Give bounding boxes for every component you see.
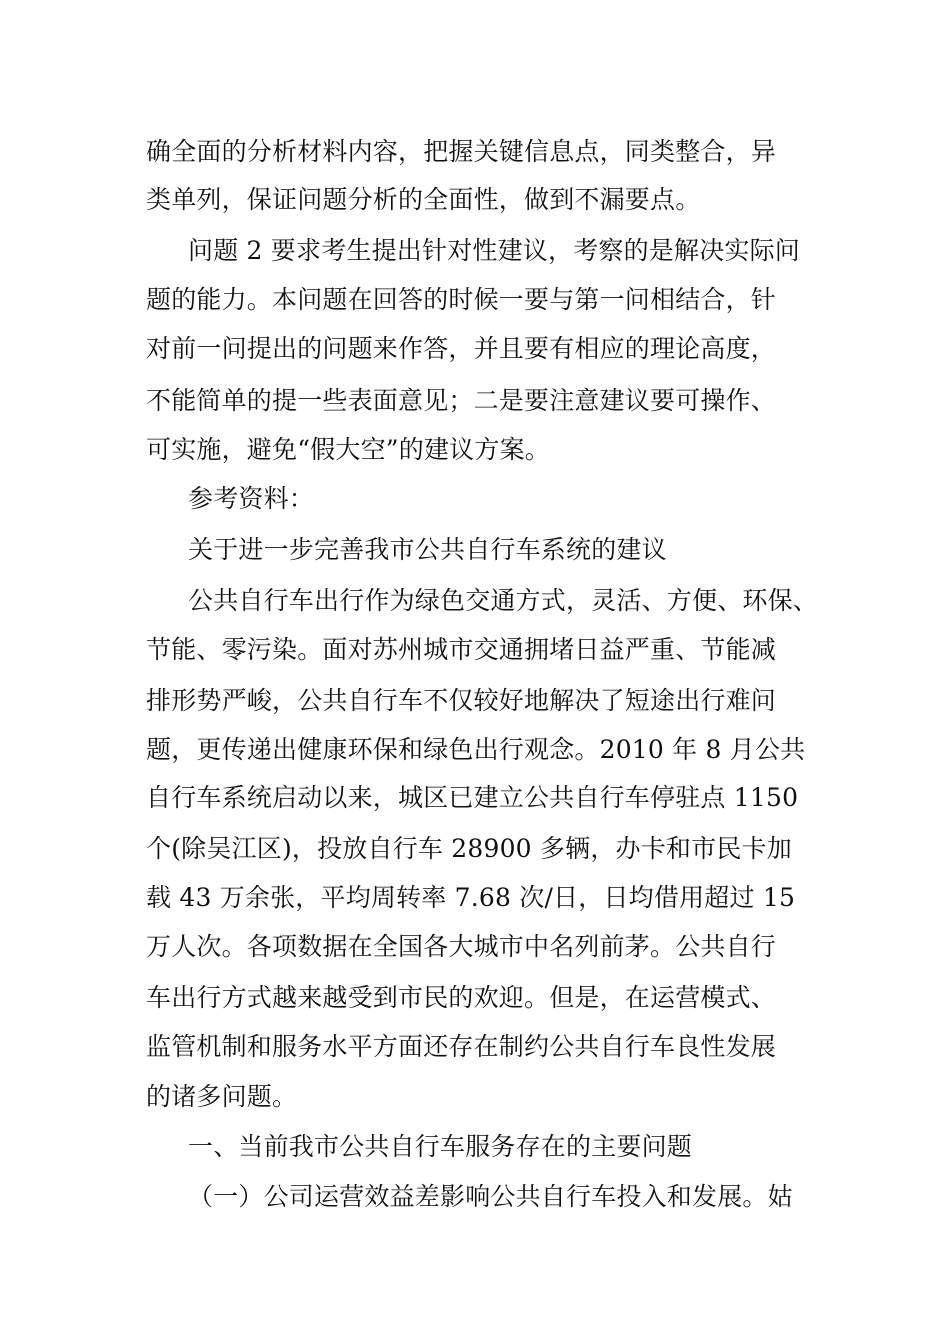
text-line-19: 监管机制和服务水平方面还存在制约公共自行车良性发展 [146,1032,777,1061]
text-line-3: 问题 2 要求考生提出针对性建议，考察的是解决实际问 [188,236,801,265]
text-line-2: 类单列，保证问题分析的全面性，做到不漏要点。 [146,185,701,214]
text-line-20: 的诸多问题。 [146,1082,298,1111]
text-line-10: 公共自行车出行作为绿色交通方式，灵活、方便、环保、 [188,586,819,615]
text-line-11: 节能、零污染。面对苏州城市交通拥堵日益严重、节能减 [146,635,777,664]
text-line-9: 关于进一步完善我市公共自行车系统的建议 [188,535,667,564]
text-line-7: 可实施，避免“假大空”的建议方案。 [146,435,550,464]
text-line-21: 一、当前我市公共自行车服务存在的主要问题 [188,1132,693,1161]
text-line-4: 题的能力。本问题在回答的时候一要与第一问相结合，针 [146,285,777,314]
text-line-1: 确全面的分析材料内容，把握关键信息点，同类整合，异 [146,137,777,166]
text-line-15: 个(除吴江区)，投放自行车 28900 多辆，办卡和市民卡加 [146,834,792,863]
text-line-5: 对前一问提出的问题来作答，并且要有相应的理论高度， [146,334,777,363]
text-line-22: （一）公司运营效益差影响公共自行车投入和发展。姑 [188,1182,793,1211]
text-line-17: 万人次。各项数据在全国各大城市中名列前茅。公共自行 [146,932,777,961]
text-line-16: 载 43 万余张，平均周转率 7.68 次/日，日均借用超过 15 [146,883,796,912]
text-line-14: 自行车系统启动以来，城区已建立公共自行车停驻点 1150 [146,783,799,812]
text-line-12: 排形势严峻，公共自行车不仅较好地解决了短途出行难问 [146,686,777,715]
text-line-6: 不能简单的提一些表面意见；二是要注意建议要可操作、 [146,386,777,415]
text-line-13: 题，更传递出健康环保和绿色出行观念。2010 年 8 月公共 [146,735,806,764]
text-line-18: 车出行方式越来越受到市民的欢迎。但是，在运营模式、 [146,983,777,1012]
text-line-8: 参考资料： [188,484,315,513]
